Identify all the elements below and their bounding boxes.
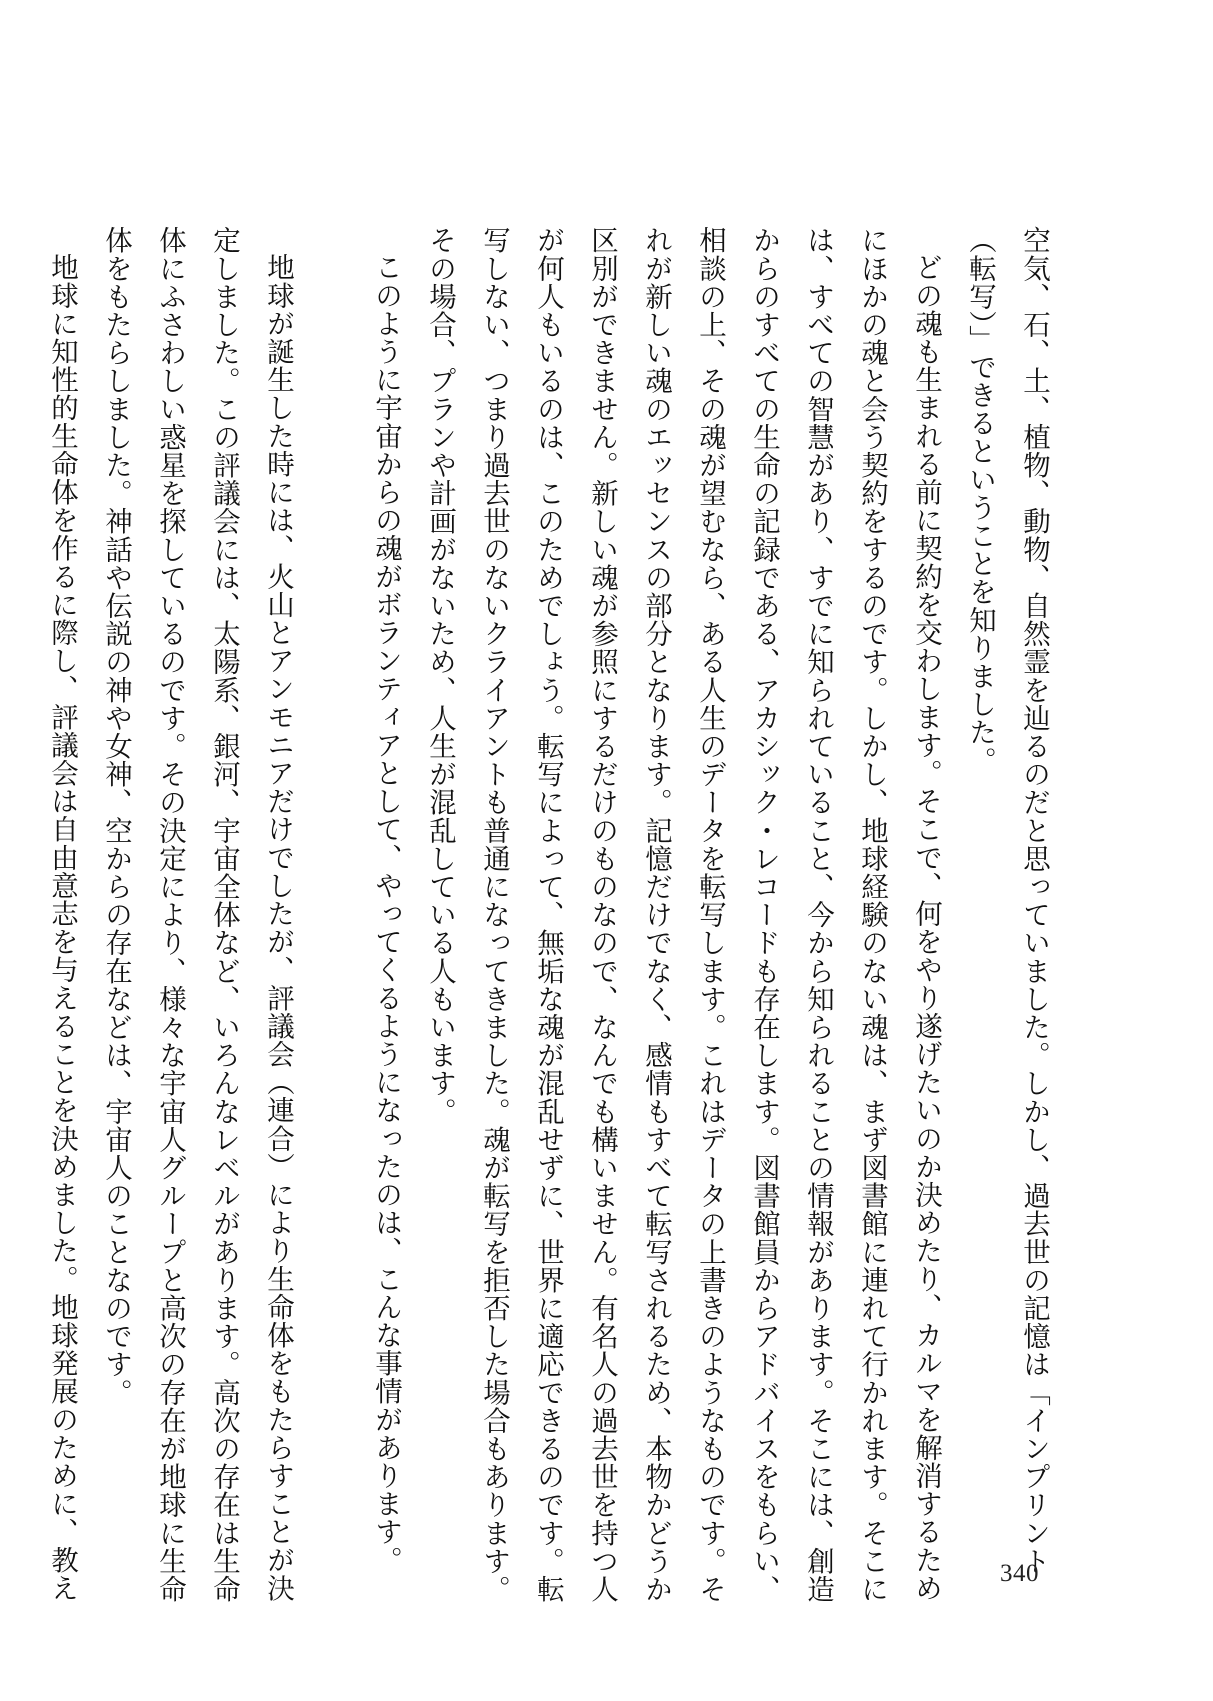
- text-column-9: 区別ができません。新しい魂が参照にするだけのものなので、なんでも構いません。有名人の過去世を持つ人: [586, 226, 618, 1603]
- text-column-16: 体にふさわしい惑星を探しているのです。その決定により、様々な宇宙人グループと高次の存在が地球に生命: [154, 226, 186, 1603]
- text-column-3: どの魂も生まれる前に契約を交わします。そこで、何をやり遂げたいのか決めたり、カルマを解消するため: [910, 253, 942, 1602]
- page-number: 340: [1000, 1560, 1039, 1587]
- text-column-12: その場合、プランや計画がないため、人生が混乱している人もいます。: [424, 226, 456, 1126]
- text-column-6: からのすべての生命の記録である、アカシック・レコードも存在します。図書館員からアドバイスをもらい、: [748, 226, 780, 1603]
- text-column-14: 地球が誕生した時には、火山とアンモニアだけでしたが、評議会（連合）により生命体をもたらすことが決: [262, 253, 294, 1602]
- text-column-17: 体をもたらしました。神話や伝説の神や女神、空からの存在などは、宇宙人のことなのです。: [100, 226, 132, 1407]
- text-column-18: 地球に知性的生命体を作るに際し、評議会は自由意志を与えることを決めました。地球発展のために、教え: [46, 253, 78, 1602]
- text-column-1: 空気、石、土、植物、動物、自然霊を辿るのだと思っていました。しかし、過去世の記憶は「インプリント: [1018, 226, 1050, 1575]
- text-column-11: 写しない、つまり過去世のないクライアントも普通になってきました。魂が転写を拒否した場合もあります。: [478, 226, 510, 1603]
- text-column-13: このように宇宙からの魂がボランティアとして、やってくるようになったのは、こんな事情があります。: [370, 253, 402, 1574]
- text-column-10: が何人もいるのは、このためでしょう。転写によって、無垢な魂が混乱せずに、世界に適応できるのです。転: [532, 226, 564, 1603]
- section-break: [305, 226, 359, 1476]
- text-column-15: 定しました。この評議会には、太陽系、銀河、宇宙全体など、いろんなレベルがあります。高次の存在は生命: [208, 226, 240, 1603]
- text-column-2: （転写）」できるということを知りました。: [964, 226, 996, 775]
- text-column-5: は、すべての智慧があり、すでに知られていること、今から知られることの情報があります。そこには、創造: [802, 226, 834, 1603]
- text-column-7: 相談の上、その魂が望むなら、ある人生のデータを転写します。これはデータの上書きのようなものです。そ: [694, 226, 726, 1603]
- text-column-8: れが新しい魂のエッセンスの部分となります。記憶だけでなく、感情もすべて転写されるため、本物かどうか: [640, 226, 672, 1603]
- text-column-4: にほかの魂と会う契約をするのです。しかし、地球経験のない魂は、まず図書館に連れて行かれます。そこに: [856, 226, 888, 1603]
